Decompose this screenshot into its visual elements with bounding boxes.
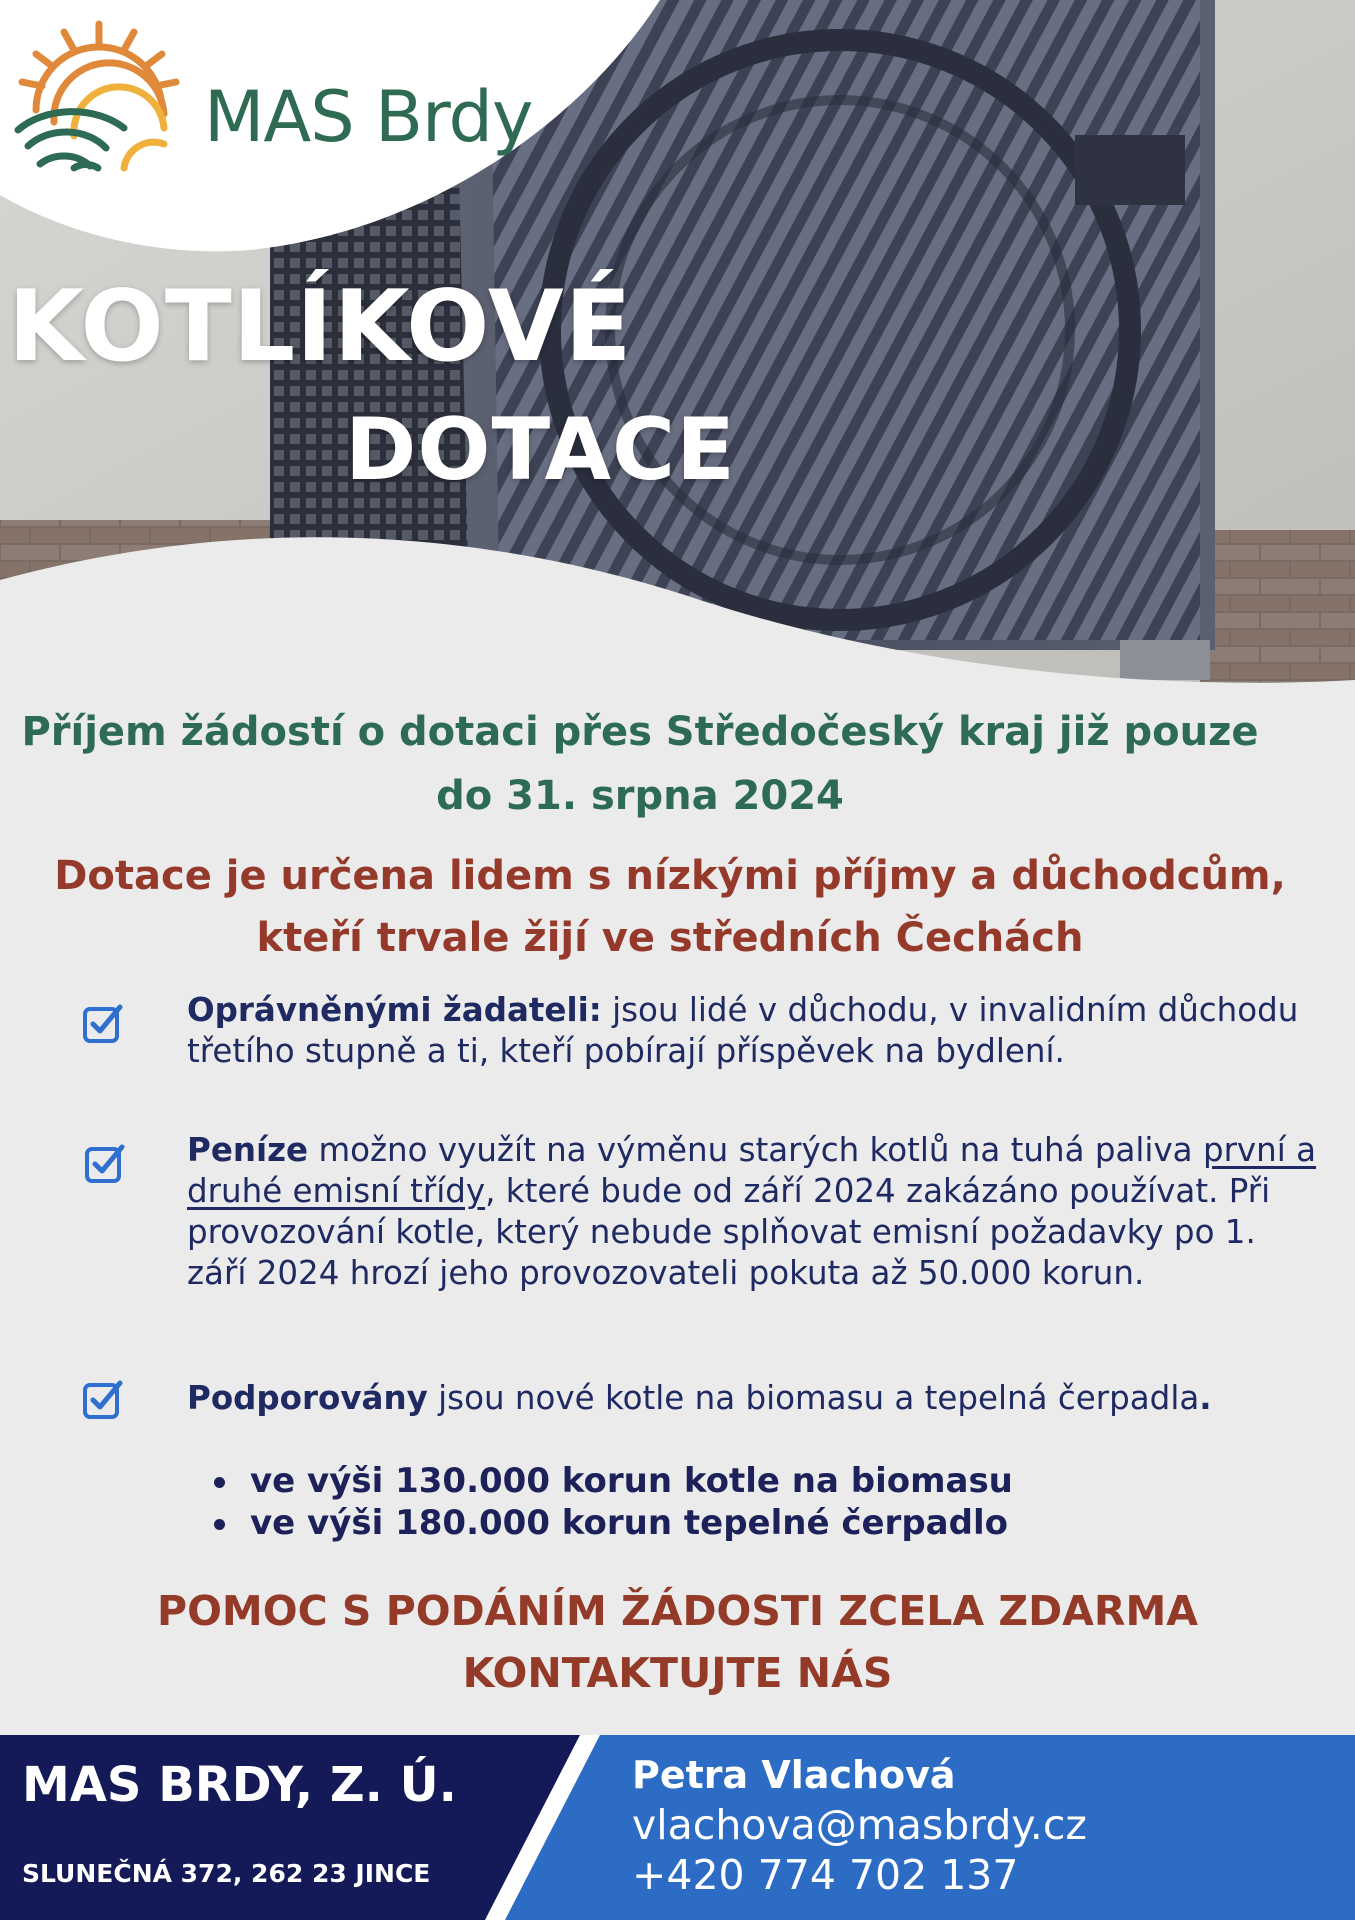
sun-hills-logo-icon	[14, 18, 184, 178]
hero-section	[0, 0, 1355, 700]
deadline-line1: Příjem žádostí o dotaci přes Středočeský kraj již pouze	[21, 709, 1259, 755]
contact-name: Petra Vlachová	[632, 1753, 956, 1797]
footer	[0, 1735, 1355, 1920]
criteria-body-money-b: , které bude od září 2024 zakázáno používat. Při provozování kotle, který nebude splňovat emisní požadavky po 1. září 2024 hrozí jeho provozovateli pokuta až 50.000 korun.	[187, 1172, 1271, 1292]
amount-heat-pump: ve výši 180.000 korun tepelné čerpadlo	[212, 1502, 1013, 1544]
target-line2: kteří trvale žijí ve středních Čechách	[256, 915, 1084, 961]
org-address: SLUNEČNÁ 372, 262 23 JINCE	[22, 1859, 431, 1888]
criteria-body-supported: jsou nové kotle na biomasu a tepelná čerpadla	[427, 1379, 1200, 1417]
contact-phone[interactable]: +420 774 702 137	[632, 1851, 1019, 1899]
criteria-body-applicants: jsou lidé v důchodu, v invalidním důchodu třetího stupně a ti, kteří pobírají příspěvek na bydlení.	[187, 991, 1299, 1070]
org-name: MAS BRDY, Z. Ú.	[22, 1757, 457, 1813]
criteria-text-money	[187, 1130, 1317, 1294]
deadline-line2: do 31. srpna 2024	[436, 773, 844, 819]
logo[interactable]	[14, 18, 574, 178]
criteria-text-applicants	[187, 990, 1317, 1072]
target-heading	[20, 845, 1320, 969]
checkbox-checked-icon	[82, 1002, 124, 1044]
cta-line1: POMOC S PODÁNÍM ŽÁDOSTI ZCELA ZDARMA	[157, 1587, 1198, 1635]
contact-email[interactable]: vlachova@masbrdy.cz	[632, 1801, 1087, 1849]
deadline-heading	[0, 700, 1280, 828]
hero-title-line2: DOTACE	[345, 400, 736, 500]
amount-biomass: ve výši 130.000 korun kotle na biomasu	[212, 1460, 1013, 1502]
criteria-body-money-a: možno využít na výměnu starých kotlů na tuhá paliva	[308, 1131, 1203, 1169]
call-to-action	[0, 1580, 1355, 1704]
cta-line2: KONTAKTUJTE NÁS	[462, 1649, 893, 1697]
hero-title-line1: KOTLÍKOVÉ	[8, 270, 633, 384]
amounts-list	[212, 1460, 1013, 1544]
criteria-text-supported	[187, 1378, 1317, 1419]
checkbox-checked-icon	[84, 1142, 126, 1184]
checkbox-checked-icon	[82, 1378, 124, 1420]
criteria-bold-applicants: Oprávněnými žadateli:	[187, 991, 602, 1029]
target-line1: Dotace je určena lidem s nízkými příjmy a důchodcům,	[54, 853, 1286, 899]
criteria-end-supported: .	[1199, 1379, 1212, 1417]
criteria-bold-supported: Podporovány	[187, 1379, 428, 1417]
emission-class-link[interactable]: první a druhé emisní třídy	[187, 1131, 1317, 1210]
logo-name: MAS Brdy	[204, 76, 533, 158]
criteria-bold-money: Peníze	[187, 1131, 309, 1169]
